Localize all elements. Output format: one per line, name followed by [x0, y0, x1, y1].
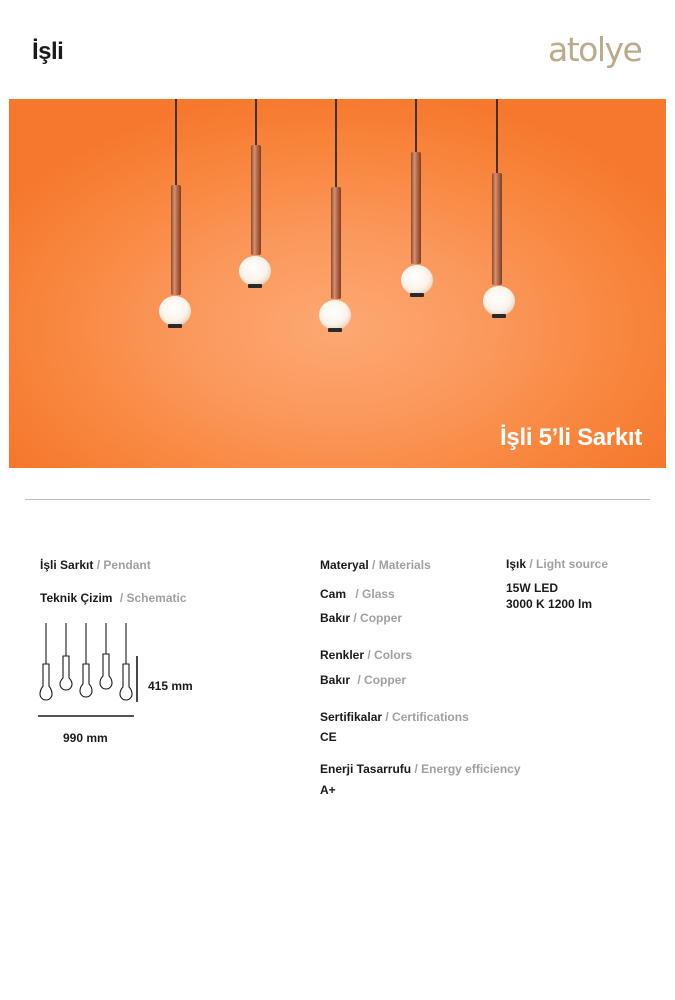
- light-power: 15W LED: [506, 581, 559, 595]
- pendant-lamp: [159, 99, 191, 328]
- product-type-label: İşli Sarkıt / Pendant: [40, 558, 151, 572]
- pendant-lamps-illustration: [9, 99, 666, 468]
- light-spec: 3000 K 1200 lm: [506, 597, 593, 611]
- colors-label: Renkler / Colors: [320, 648, 413, 662]
- brand-logo: atolye: [548, 30, 642, 69]
- pendant-lamp: [401, 99, 433, 297]
- width-dimension: 990 mm: [63, 731, 108, 745]
- color-item: Bakır / Copper: [320, 673, 407, 687]
- section-divider: [25, 499, 650, 500]
- technical-schematic-drawing: [30, 620, 142, 720]
- light-source-label: Işık / Light source: [506, 557, 609, 571]
- height-dimension: 415 mm: [148, 679, 193, 693]
- energy-label: Enerji Tasarrufu / Energy efficiency: [320, 762, 521, 776]
- certification-value: CE: [320, 730, 337, 744]
- hero-caption: İşli 5’li Sarkıt: [500, 424, 642, 451]
- pendant-lamp: [239, 99, 271, 288]
- page-title: İşli: [32, 38, 64, 65]
- pendant-lamp: [319, 99, 351, 332]
- material-item: Bakır / Copper: [320, 611, 403, 625]
- pendant-lamp: [483, 99, 515, 318]
- energy-value: A+: [320, 783, 336, 797]
- materials-label: Materyal / Materials: [320, 558, 431, 572]
- schematic-label: Teknik Çizim / Schematic: [40, 591, 187, 605]
- material-item: Cam / Glass: [320, 587, 395, 601]
- hero-image: [9, 99, 666, 468]
- certifications-label: Sertifikalar / Certifications: [320, 710, 469, 724]
